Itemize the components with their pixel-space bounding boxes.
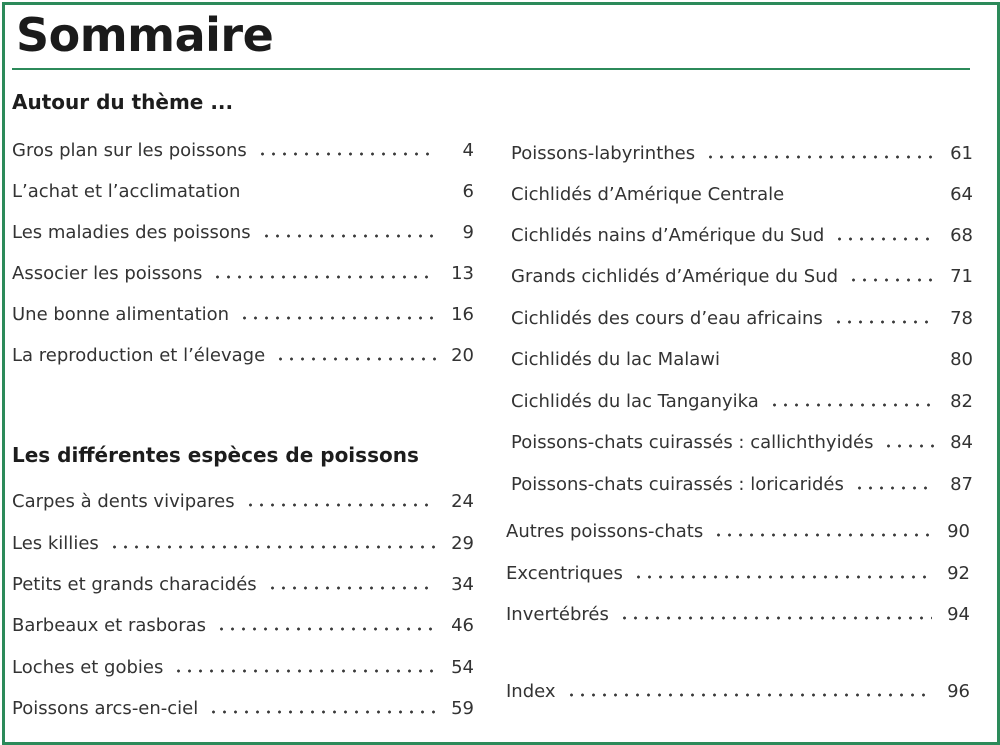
toc-entry[interactable]	[12, 569, 474, 599]
leader-dots	[173, 669, 436, 673]
toc-entry-page: 90	[947, 520, 970, 542]
toc-entry[interactable]	[511, 220, 973, 250]
leader-dots	[109, 545, 436, 549]
leader-dots	[848, 278, 935, 282]
toc-entry-page: 9	[462, 221, 474, 243]
toc-entry-page: 34	[451, 573, 474, 595]
toc-entry-title: Poissons-chats cuirassés : loricaridés	[511, 473, 844, 495]
leader-dots	[212, 275, 436, 279]
toc-entry-title: Poissons-chats cuirassés : callichthyidés	[511, 431, 874, 453]
toc-entry-title: Cichlidés nains d’Amérique du Sud	[511, 224, 825, 246]
toc-entry[interactable]	[12, 486, 474, 516]
leader-dots	[883, 444, 935, 448]
toc-entry-page: 46	[451, 614, 474, 636]
toc-entry-title: Index	[506, 680, 556, 702]
toc-entry[interactable]	[506, 599, 970, 629]
toc-entry-page: 84	[950, 431, 973, 453]
toc-entry-page: 20	[451, 344, 474, 366]
leader-dots	[239, 316, 436, 320]
toc-entry-title: Grands cichlidés d’Amérique du Sud	[511, 265, 839, 287]
toc-entry-page: 96	[947, 680, 970, 702]
toc-entry-title: L’achat et l’acclimatation	[12, 180, 241, 202]
toc-entry-page: 61	[950, 142, 973, 164]
toc-entry-page: 68	[950, 224, 973, 246]
toc-entry[interactable]	[511, 427, 973, 457]
toc-entry-page: 71	[950, 265, 973, 287]
toc-entry-page: 13	[451, 262, 474, 284]
toc-entry-page: 4	[462, 139, 474, 161]
toc-entry-title: Poissons arcs-en-ciel	[12, 697, 199, 719]
toc-entry[interactable]	[12, 340, 474, 370]
leader-dots	[705, 155, 935, 159]
toc-entry[interactable]	[511, 179, 973, 209]
toc-entry[interactable]	[506, 516, 970, 546]
toc-entry-page: 94	[947, 603, 970, 625]
toc-entry-title: Autres poissons-chats	[506, 520, 704, 542]
toc-entry[interactable]	[12, 610, 474, 640]
leader-dots	[619, 616, 932, 620]
toc-entry[interactable]	[511, 138, 973, 168]
leader-dots	[854, 486, 935, 490]
toc-entry-page: 92	[947, 562, 970, 584]
leader-dots	[566, 693, 932, 697]
leader-dots	[833, 320, 935, 324]
toc-entry-page: 29	[451, 532, 474, 554]
toc-entry-title: Cichlidés des cours d’eau africains	[511, 307, 823, 329]
leader-dots	[208, 710, 436, 714]
toc-entry-page: 80	[950, 348, 973, 370]
toc-entry-page: 64	[950, 183, 973, 205]
toc-entry-title: Barbeaux et rasboras	[12, 614, 207, 636]
toc-entry[interactable]	[12, 258, 474, 288]
section-heading-theme: Autour du thème ...	[12, 90, 234, 114]
toc-entry-title: Les killies	[12, 532, 99, 554]
toc-entry-title: Cichlidés d’Amérique Centrale	[511, 183, 785, 205]
leader-dots	[257, 152, 436, 156]
toc-entry[interactable]	[12, 135, 474, 165]
toc-entry-title: Cichlidés du lac Tanganyika	[511, 390, 759, 412]
title-divider	[12, 68, 970, 70]
leader-dots	[267, 586, 436, 590]
toc-entry-title: Excentriques	[506, 562, 623, 584]
toc-entry-title: Gros plan sur les poissons	[12, 139, 247, 161]
toc-entry-page: 16	[451, 303, 474, 325]
leader-dots	[769, 403, 935, 407]
toc-entry[interactable]	[12, 693, 474, 723]
toc-entry-page: 78	[950, 307, 973, 329]
toc-entry-title: Une bonne alimentation	[12, 303, 230, 325]
toc-entry[interactable]	[506, 558, 970, 588]
leader-dots	[713, 533, 932, 537]
toc-entry-title: Invertébrés	[506, 603, 609, 625]
toc-entry-page: 82	[950, 390, 973, 412]
toc-entry[interactable]	[511, 469, 973, 499]
toc-entry[interactable]	[12, 299, 474, 329]
toc-entry-title: Loches et gobies	[12, 656, 164, 678]
toc-entry-title: La reproduction et l’élevage	[12, 344, 266, 366]
toc-entry[interactable]	[511, 386, 973, 416]
toc-entry-page: 59	[451, 697, 474, 719]
page-title: Sommaire	[16, 8, 274, 62]
toc-entry-page: 87	[950, 473, 973, 495]
toc-entry-title: Les maladies des poissons	[12, 221, 251, 243]
leader-dots	[834, 237, 935, 241]
toc-entry[interactable]	[12, 652, 474, 682]
toc-entry-title: Petits et grands characidés	[12, 573, 257, 595]
toc-entry[interactable]	[511, 261, 973, 291]
toc-entry[interactable]	[12, 217, 474, 247]
toc-entry-page: 24	[451, 490, 474, 512]
leader-dots	[216, 627, 436, 631]
toc-entry[interactable]	[12, 528, 474, 558]
leader-dots	[275, 357, 436, 361]
toc-entry[interactable]	[12, 176, 474, 206]
toc-entry-page: 54	[451, 656, 474, 678]
toc-entry[interactable]	[506, 676, 970, 706]
toc-entry-title: Associer les poissons	[12, 262, 203, 284]
toc-entry-title: Cichlidés du lac Malawi	[511, 348, 720, 370]
section-heading-species: Les différentes espèces de poissons	[12, 443, 419, 467]
toc-entry-page: 6	[462, 180, 474, 202]
toc-entry[interactable]	[511, 303, 973, 333]
toc-entry-title: Poissons-labyrinthes	[511, 142, 696, 164]
toc-entry-title: Carpes à dents vivipares	[12, 490, 235, 512]
leader-dots	[261, 234, 436, 238]
leader-dots	[245, 503, 436, 507]
toc-entry[interactable]	[511, 344, 973, 374]
leader-dots	[633, 575, 932, 579]
